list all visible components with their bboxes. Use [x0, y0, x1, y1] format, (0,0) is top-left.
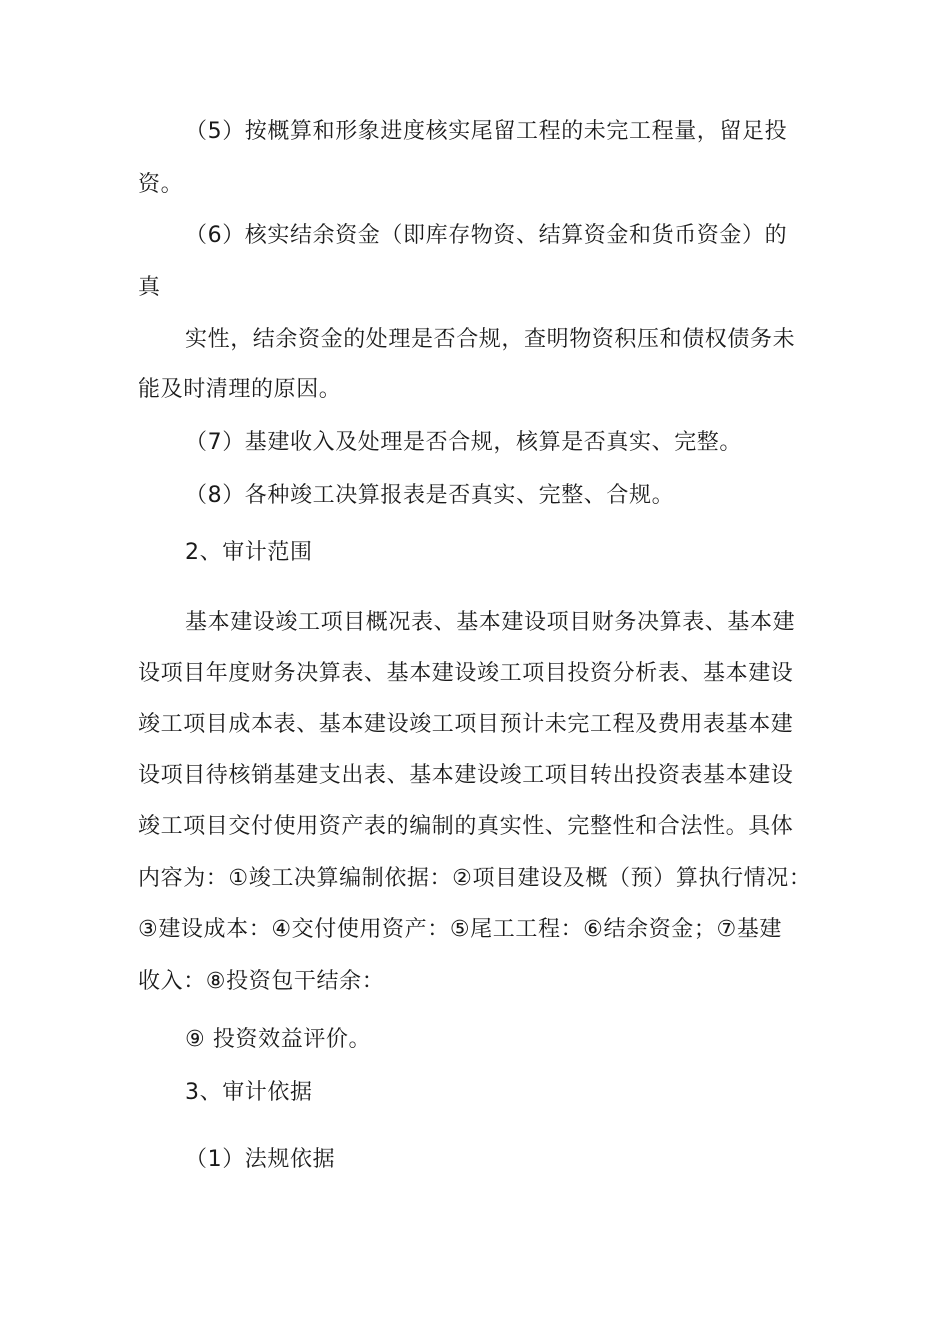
- text-line: （6）核实结余资金（即库存物资、结算资金和货币资金）的: [185, 223, 788, 248]
- section-heading: 2、审计范围: [185, 540, 313, 565]
- section-heading: 3、审计依据: [185, 1080, 313, 1105]
- text-line: 实性，结余资金的处理是否合规，查明物资积压和债权债务未: [185, 327, 796, 352]
- text-line: 收入：⑧投资包干结余：: [138, 969, 385, 994]
- text-line: （8）各种竣工决算报表是否真实、完整、合规。: [185, 483, 675, 508]
- text-line: 竣工项目成本表、基本建设竣工项目预计未完工程及费用表基本建: [138, 712, 794, 737]
- text-line: ⑨ 投资效益评价。: [185, 1027, 372, 1052]
- text-line: 设项目待核销基建支出表、基本建设竣工项目转出投资表基本建设: [138, 763, 794, 788]
- text-line: （7）基建收入及处理是否合规，核算是否真实、完整。: [185, 430, 742, 455]
- text-line: （5）按概算和形象进度核实尾留工程的未完工程量，留足投: [185, 119, 788, 144]
- text-line: 资。: [138, 172, 184, 197]
- text-line: ③建设成本：④交付使用资产：⑤尾工工程：⑥结余资金；⑦基建: [138, 917, 783, 942]
- text-line: 内容为：①竣工决算编制依据：②项目建设及概（预）算执行情况：: [138, 866, 812, 891]
- subsection-heading: （1）法规依据: [185, 1147, 336, 1172]
- text-line: 能及时清理的原因。: [138, 377, 342, 402]
- text-line: 竣工项目交付使用资产表的编制的真实性、完整性和合法性。具体: [138, 814, 794, 839]
- text-line: 设项目年度财务决算表、基本建设竣工项目投资分析表、基本建设: [138, 661, 794, 686]
- text-line: 基本建设竣工项目概况表、基本建设项目财务决算表、基本建: [185, 610, 796, 635]
- text-line: 真: [138, 275, 161, 300]
